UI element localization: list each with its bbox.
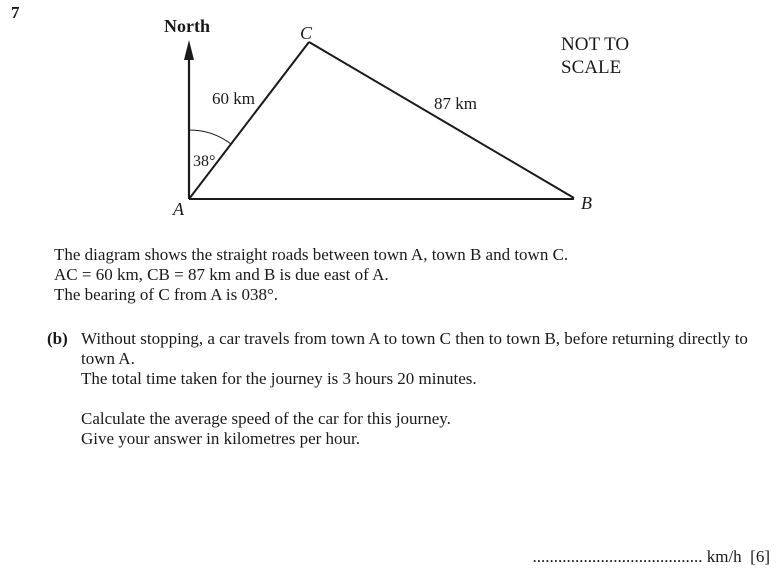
part-b-line-4: Calculate the average speed of the car for this journey. [81,409,451,428]
triangle-diagram [0,0,782,240]
question-number: 7 [11,3,20,22]
not-to-scale-line2: SCALE [561,57,622,78]
not-to-scale-note [561,33,629,79]
vertex-c-label: C [300,23,313,43]
part-b-label: (b) [47,329,68,348]
part-b-line-1: Without stopping, a car travels from town A to town C then to town B, before returning directly to [81,329,748,348]
answer-dots[interactable]: ........................................ [532,547,703,566]
part-b-line-2: town A. [81,349,135,368]
cb-length-label: 87 km [434,94,477,113]
question-intro [54,245,568,305]
part-b-text [81,329,781,449]
north-label: North [164,16,210,36]
side-ac [189,42,309,199]
angle-arc [189,130,231,144]
part-b-line-3: The total time taken for the journey is 3 hours 20 minutes. [81,369,477,388]
side-cb [309,42,574,198]
intro-line-3: The bearing of C from A is 038°. [54,285,278,304]
intro-line-2: AC = 60 km, CB = 87 km and B is due east of A. [54,265,389,284]
ac-length-label: 60 km [212,89,255,108]
north-arrow-icon [184,40,194,60]
answer-unit: km/h [706,547,742,566]
angle-label: 38° [193,153,216,170]
answer-marks: [6] [750,547,770,566]
answer-line [532,547,770,567]
vertex-b-label: B [581,193,592,213]
vertex-a-label: A [173,199,184,219]
not-to-scale-line1: NOT TO [561,34,630,55]
part-b-line-5: Give your answer in kilometres per hour. [81,429,361,448]
intro-line-1: The diagram shows the straight roads between town A, town B and town C. [54,245,569,264]
